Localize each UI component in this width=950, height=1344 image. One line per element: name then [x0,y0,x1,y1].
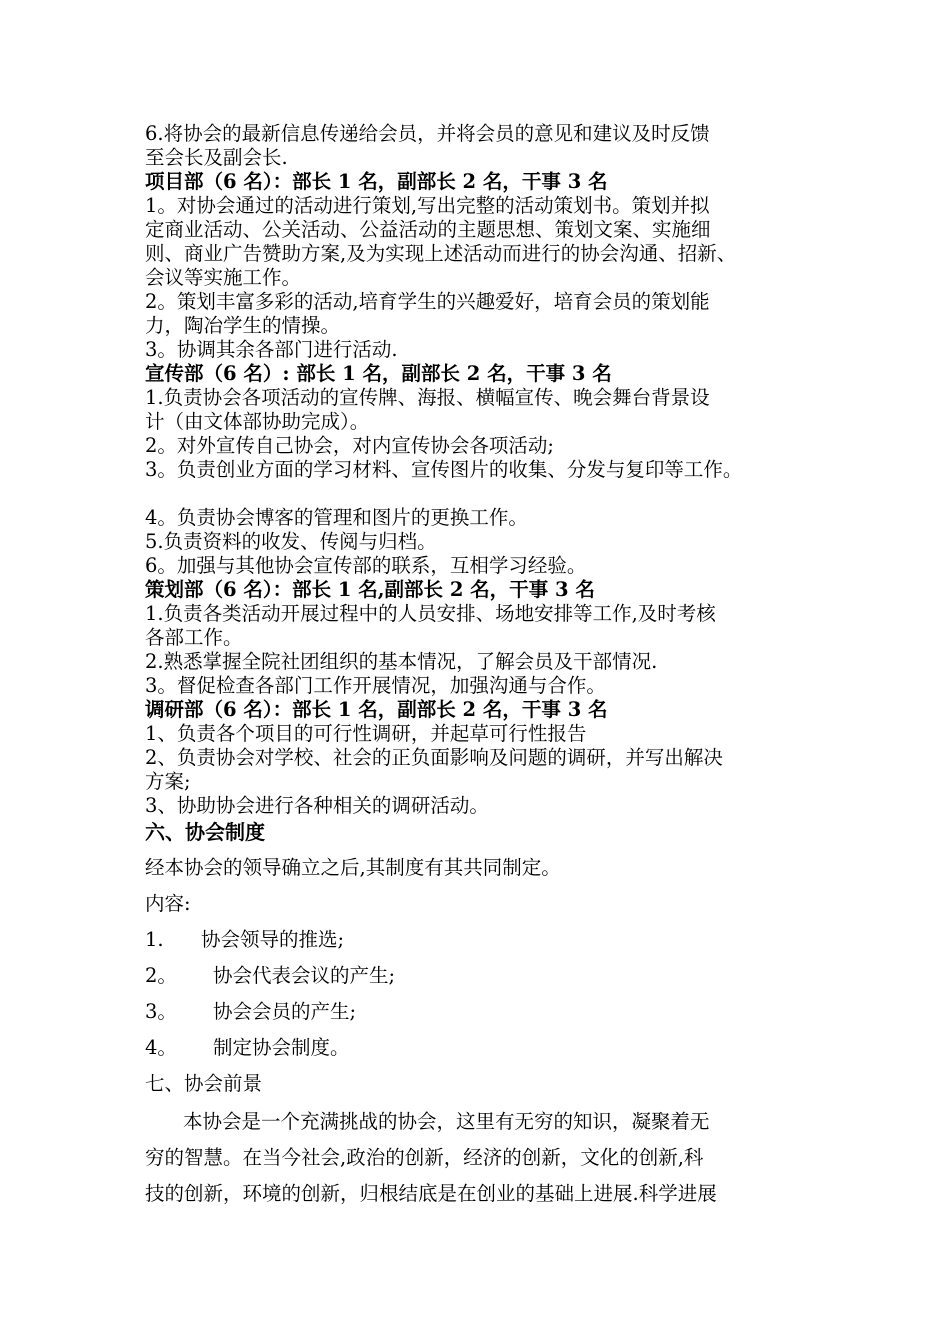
list-text: 制定协会制度。 [213,1036,350,1059]
text-line: 计（由文体部协助完成）。 [145,410,370,433]
text-line: 4。负责协会博客的管理和图片的更换工作。 [145,506,528,529]
section-heading: 宣传部（6 名）: 部长 1 名，副部长 2 名，干事 3 名 [145,362,612,385]
text-line: 1。对协会通过的活动进行策划,写出完整的活动策划书。策划并拟 [145,194,710,217]
chapter-heading: 六、协会制度 [145,820,265,844]
text-line: 内容: [145,892,191,915]
text-line: 3。负责创业方面的学习材料、宣传图片的收集、分发与复印等工作。 [145,458,743,481]
text-line: 至会长及副会长. [145,146,288,169]
text-line: 3。督促检查各部门工作开展情况，加强沟通与合作。 [145,674,606,697]
text-line: 3。协调其余各部门进行活动. [145,338,398,361]
text-line: 1、负责各个项目的可行性调研，并起草可行性报告 [145,722,587,745]
text-line: 2、负责协会对学校、社会的正负面影响及问题的调研，并写出解决 [145,746,723,769]
text-line: 定商业活动、公关活动、公益活动的主题思想、策划文案、实施细 [145,218,711,241]
text-line: 技的创新，环境的创新，归根结底是在创业的基础上进展.科学进展 [145,1182,717,1205]
list-text: 协会领导的推选; [201,928,345,951]
text-line: 2。对外宣传自己协会，对内宣传协会各项活动; [145,434,554,457]
chapter-heading: 七、协会前景 [145,1072,263,1095]
text-line: 各部工作。 [145,626,243,649]
section-heading: 调研部（6 名）：部长 1 名，副部长 2 名，干事 3 名 [145,698,608,721]
text-line: 6.将协会的最新信息传递给会员，并将会员的意见和建议及时反馈 [145,122,710,145]
list-number: 1. [145,928,164,951]
text-line: 本协会是一个充满挑战的协会，这里有无穷的知识，凝聚着无 [183,1110,710,1133]
list-number: 2。 [145,964,177,987]
list-number: 4。 [145,1036,177,1059]
text-line: 5.负责资料的收发、传阅与归档。 [145,530,437,553]
section-heading: 项目部（6 名）：部长 1 名，副部长 2 名，干事 3 名 [145,170,608,193]
text-line: 穷的智慧。在当今社会,政治的创新，经济的创新，文化的创新,科 [145,1146,704,1169]
text-line: 6。加强与其他协会宣传部的联系，互相学习经验。 [145,554,587,577]
text-line: 1.负责各类活动开展过程中的人员安排、场地安排等工作,及时考核 [145,602,716,625]
text-line: 2.熟悉掌握全院社团组织的基本情况，了解会员及干部情况. [145,650,658,673]
text-line: 1.负责协会各项活动的宣传牌、海报、横幅宣传、晚会舞台背景设 [145,386,710,409]
list-item [145,1036,350,1060]
text-line: 则、商业广告赞助方案,及为实现上述活动而进行的协会沟通、招新、 [145,242,737,265]
list-item [145,928,344,952]
section-heading: 策划部（6 名）：部长 1 名,副部长 2 名，干事 3 名 [145,578,595,601]
list-number: 3。 [145,1000,177,1023]
text-line: 方案; [145,770,191,793]
text-line: 2。策划丰富多彩的活动,培育学生的兴趣爱好，培育会员的策划能 [145,290,710,313]
text-line: 会议等实施工作。 [145,266,302,289]
text-line: 3、协助协会进行各种相关的调研活动。 [145,794,489,817]
list-item [145,1000,356,1024]
text-line: 经本协会的领导确立之后,其制度有其共同制定。 [145,856,561,879]
list-text: 协会会员的产生; [213,1000,357,1023]
list-item [145,964,395,988]
list-text: 协会代表会议的产生; [213,964,396,987]
text-line: 力，陶冶学生的情操。 [145,314,341,337]
